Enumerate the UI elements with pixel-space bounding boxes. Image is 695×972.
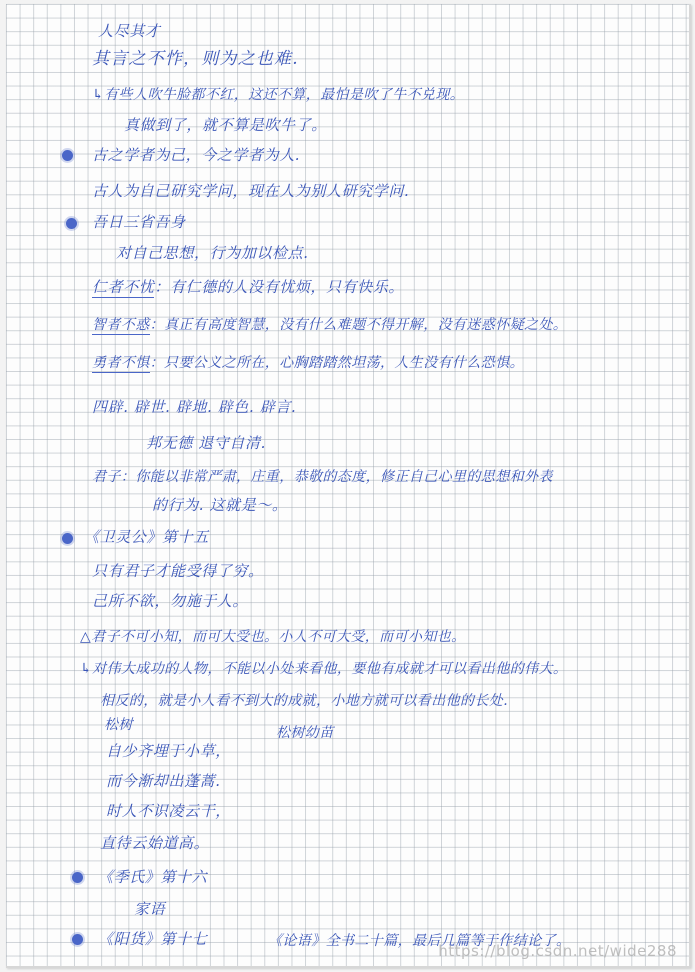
underlined-term: 智者不惑 (92, 317, 150, 333)
watermark: https://blog.csdn.net/wide288 (438, 942, 677, 960)
text-line: 吾日三省吾身 (92, 213, 186, 231)
text-line: 的行为. 这就是～。 (152, 496, 288, 514)
text-line: 家语 (134, 900, 166, 918)
text-line: 古之学者为己，今之学者为人. (92, 146, 301, 164)
bullet-dot-icon (62, 150, 73, 161)
text-line: △君子不可小知，而可大受也。小人不可大受，而可小知也。 (80, 629, 466, 645)
text-line: 《卫灵公》第十五 (84, 528, 209, 546)
text-line: ↳有些人吹牛脸都不红，这还不算，最怕是吹了牛不兑现。 (92, 87, 465, 103)
text-line (92, 276, 404, 298)
poem-line: 自少齐埋于小草， (106, 742, 231, 760)
text-line (92, 314, 567, 336)
text-line: 真做到了，就不算是吹牛了。 (124, 116, 327, 134)
bullet-dot-icon (66, 218, 77, 229)
text-line: 《季氏》第十六 (98, 868, 208, 886)
text-line: 相反的，就是小人看不到大的成就，小地方就可以看出他的长处. (100, 693, 509, 709)
text-line: 四辟. 辟世. 辟地. 辟色. 辟言. (92, 398, 297, 416)
underlined-term: 仁者不忧 (92, 278, 155, 296)
definition: ：有仁德的人没有忧烦，只有快乐。 (154, 278, 405, 296)
text-line: 其言之不怍，则为之也难. (92, 49, 299, 69)
text-line: 古人为自己研究学问，现在人为别人研究学问. (92, 182, 410, 200)
text-line: 《论语》全书二十篇，最后几篇等于作结论了。 (268, 933, 571, 949)
text-line: 松树 (104, 717, 133, 733)
text-line: 人尽其才 (98, 22, 161, 40)
underlined-term: 勇者不惧 (92, 355, 150, 371)
text-line: 邦无德 退守自清. (146, 434, 266, 452)
text-line: 己所不欲，勿施于人。 (92, 592, 249, 610)
text-line: 只有君子才能受得了穷。 (92, 562, 264, 580)
text-line: ↳对伟大成功的人物，不能以小处来看他，要他有成就才可以看出他的伟大。 (80, 661, 568, 677)
text-line: 君子：你能以非常严肃，庄重，恭敬的态度，修正自己心里的思想和外表 (92, 469, 553, 485)
text-line: 对自己思想，行为加以检点. (116, 244, 309, 262)
poem-line: 而今渐却出蓬蒿. (106, 772, 221, 790)
bullet-dot-icon (72, 872, 83, 883)
poem-line: 时人不识凌云干， (106, 802, 231, 820)
notebook-page (6, 4, 691, 968)
text-line: 松树幼苗 (276, 725, 334, 741)
definition: ：只要公义之所在，心胸踏踏然坦荡，人生没有什么恐惧。 (149, 355, 525, 371)
poem-line: 直待云始道高。 (100, 834, 210, 852)
bullet-dot-icon (72, 934, 83, 945)
bullet-dot-icon (62, 533, 73, 544)
definition: ：真正有高度智慧，没有什么难题不得开解，没有迷惑怀疑之处。 (149, 317, 568, 333)
text-line (92, 352, 524, 374)
text-line: 《阳货》第十七 (98, 930, 208, 948)
